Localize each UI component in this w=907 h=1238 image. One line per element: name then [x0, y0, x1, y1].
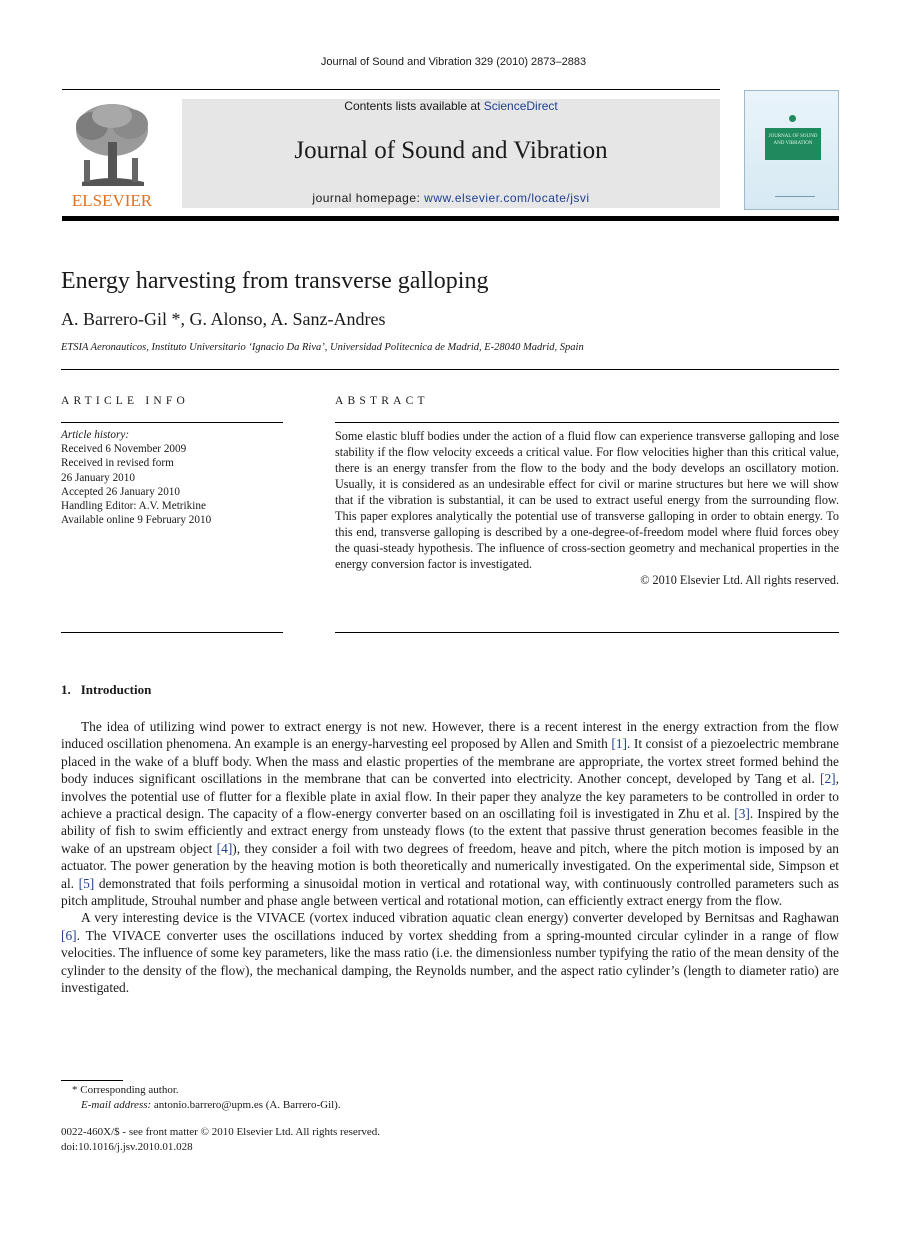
history-item: Accepted 26 January 2010 — [61, 485, 180, 498]
elsevier-tree-icon — [62, 98, 162, 210]
history-item: Received in revised form — [61, 457, 174, 470]
journal-homepage-line — [182, 191, 720, 205]
elsevier-logo[interactable] — [62, 98, 162, 210]
text-run: . Inspired by the ability of fish to swim efficiently and extract energy from unsteady flows (to the extent that passive thrust generation becomes feasible in the wake of an upstream object — [61, 806, 839, 856]
contents-available-line — [182, 99, 720, 113]
abstract-top-rule — [335, 422, 839, 423]
header-thick-rule — [62, 216, 839, 221]
text-run: ), they consider a foil with two degrees of freedom, heave and pitch, where the pitch motion is imposed by an actuator. The power generation by the heaving motion is both theoretically and numerically investigated. On the experimental side, Simpson et al. — [61, 840, 839, 891]
svg-text:ELSEVIER: ELSEVIER — [71, 191, 153, 210]
section-heading-introduction — [61, 682, 151, 698]
header-top-rule — [62, 89, 720, 90]
footnote-rule — [61, 1080, 123, 1081]
cover-publisher-mark — [775, 196, 815, 203]
reference-link-5[interactable]: [5] — [78, 875, 95, 891]
author-list[interactable]: A. Barrero-Gil *, G. Alonso, A. Sanz-Andres — [61, 309, 386, 329]
history-item: Received 6 November 2009 — [61, 443, 187, 456]
history-item: 26 January 2010 — [61, 471, 135, 484]
paragraph-1 — [61, 718, 839, 909]
history-item: Handling Editor: A.V. Metrikine — [61, 500, 206, 513]
homepage-prefix: journal homepage: — [312, 191, 425, 205]
abstract-bottom-rule — [335, 632, 839, 633]
text-run: . It consist of a piezoelectric membrane placed in the wake of a bluff body. When the mass and elastic properties of the membrane are appropriate, the vortex street formed behind the body induces significant oscillations in the membrane that can be converted into electricity. Another concept, developed by Tang et al. — [61, 736, 840, 787]
text-run: The idea of utilizing wind power to extract energy is not new. However, there is a recent interest in the energy extraction from the flow induced oscillation phenomena. An example is an energy-harvesting eel proposed by Allen and Smith — [61, 719, 839, 752]
author-affiliation: ETSIA Aeronauticos, Instituto Universitario ‘Ignacio Da Riva’, Universidad Politecnica de Madrid, E-28040 Madrid, Spain — [61, 342, 584, 353]
abstract-copyright: © 2010 Elsevier Ltd. All rights reserved. — [640, 573, 839, 587]
reference-link-4[interactable]: [4] — [216, 840, 233, 856]
cover-title: JOURNAL OF SOUND AND VIBRATION — [768, 134, 818, 146]
contents-prefix: Contents lists available at — [344, 99, 484, 113]
abstract-body — [335, 428, 839, 588]
reference-link-2[interactable]: [2] — [820, 771, 836, 787]
cover-title-panel — [765, 128, 821, 160]
info-top-rule — [61, 422, 283, 423]
email-footnote — [81, 1099, 341, 1111]
journal-homepage-link[interactable]: www.elsevier.com/locate/jsvi — [424, 191, 590, 205]
journal-title: Journal of Sound and Vibration — [294, 137, 608, 164]
journal-citation: Journal of Sound and Vibration 329 (2010) 2873–2883 — [320, 56, 587, 68]
article-info-heading: ARTICLE INFO — [61, 395, 189, 407]
abstract-heading: ABSTRACT — [335, 395, 429, 407]
text-run: A very interesting device is the VIVACE (vortex induced vibration aquatic clean energy) converter developed by Bernitsas and Raghawan — [81, 910, 839, 926]
issn-line: 0022-460X/$ - see front matter © 2010 Elsevier Ltd. All rights reserved. — [61, 1126, 381, 1138]
reference-link-3[interactable]: [3] — [734, 806, 750, 822]
corresponding-author-note: * Corresponding author. — [72, 1084, 179, 1096]
reference-link-1[interactable]: [1] — [611, 736, 627, 752]
doi-line[interactable]: doi:10.1016/j.jsv.2010.01.028 — [61, 1141, 193, 1153]
introduction-body — [61, 718, 839, 997]
text-run: , involves the potential use of flutter for a flexible plate in axial flow. In their paper they analyze the key parameters to be controlled in order to achieve a practical design. The capacity of a flow-energy converter based on an oscillating foil is investigated in Zhu et al. — [61, 771, 839, 822]
info-bottom-rule — [61, 632, 283, 633]
journal-cover-thumbnail[interactable] — [744, 90, 839, 210]
paragraph-2 — [61, 909, 839, 996]
history-label: Article history: — [61, 429, 130, 441]
affiliation-rule — [61, 369, 839, 370]
article-history — [61, 428, 283, 527]
email-address[interactable]: antonio.barrero@upm.es (A. Barrero-Gil). — [151, 1099, 341, 1111]
cover-emblem-icon — [789, 115, 796, 122]
paper-title: Energy harvesting from transverse galloping — [61, 268, 489, 294]
abstract-text: Some elastic bluff bodies under the action of a fluid flow can experience transverse galloping and lose stability if the flow velocity exceeds a critical value. For flow velocities higher than this critical value, there is an energy transfer from the flow to the body and the body develops an oscillatory motion. Usually, it is considered as an undesirable effect for civil or marine structures but here we will show that if the vibration is substantial, it can be used to extract useful energy from the surrounding flow. This paper explores analytically the potential use of transverse galloping in order to obtain energy. To this end, transverse galloping is described by a one-degree-of-freedom model where fluid forces obey the quasi-steady hypothesis. The influence of cross-section geometry and mechanical properties in the energy conversion factor is investigated. — [335, 429, 839, 571]
text-run: . The VIVACE converter uses the oscillations induced by vortex shedding from a spring-mounted circular cylinder in a range of flow velocities. The influence of some key parameters, like the mass ratio (i.e. the dimensionless number typifying the ratio of the mean density of the cylinder to the density of the flow), the mechanical damping, the Reynolds number, and the aspect ratio cylinder’s (length to diameter ratio) are investigated. — [61, 927, 839, 996]
sciencedirect-link[interactable]: ScienceDirect — [483, 99, 558, 113]
history-item: Available online 9 February 2010 — [61, 514, 212, 527]
section-title: Introduction — [80, 682, 152, 697]
reference-link-6[interactable]: [6] — [61, 927, 77, 943]
email-label: E-mail address: — [81, 1099, 152, 1111]
text-run: demonstrated that foils performing a sinusoidal motion in vertical and rotational way, with continuously controlled parameters such as pitch amplitude, Strouhal number and phase angle between vertical and rotational motion, can efficiently extract energy from the flow. — [61, 875, 840, 909]
section-number: 1. — [61, 682, 71, 697]
